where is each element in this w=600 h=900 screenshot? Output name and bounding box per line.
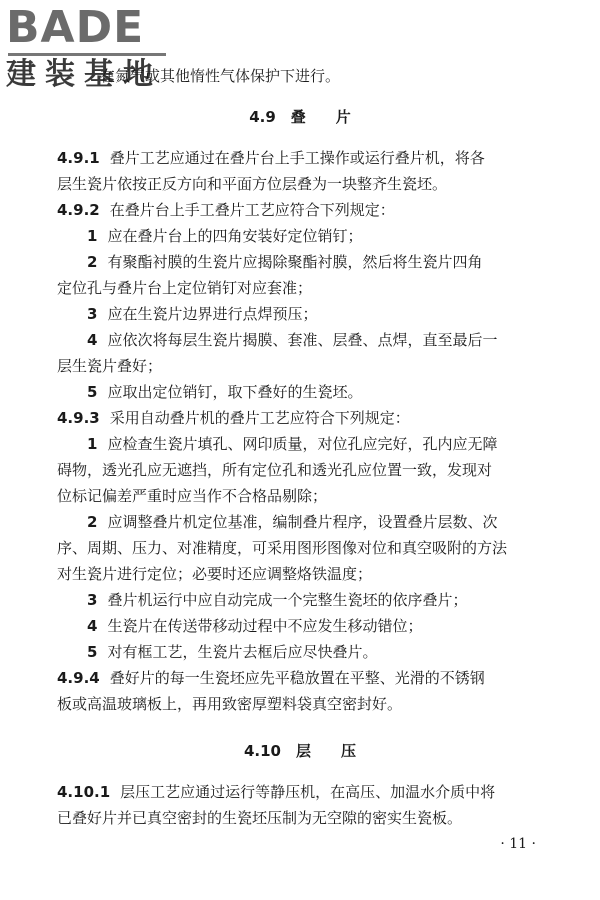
- list-item: [87, 330, 497, 350]
- clause-number: 4.9.1: [57, 149, 100, 167]
- clause-text: 叠好片的每一生瓷坯应先平稳放置在平整、光滑的不锈钢: [109, 669, 485, 687]
- text-line: 对生瓷片进行定位；必要时还应调整烙铁温度；: [57, 565, 373, 583]
- clause-text: 层压工艺应通过运行等静压机，在高压、加温水介质中将: [120, 783, 496, 801]
- item-text: 应调整叠片机定位基准，编制叠片程序，设置叠片层数、次: [107, 513, 498, 531]
- list-item: [87, 304, 317, 324]
- text-line: 板或高温玻璃板上，再用致密厚塑料袋真空密封好。: [57, 695, 403, 713]
- list-item: [87, 616, 422, 636]
- item-text: 有聚酯衬膜的生瓷片应揭除聚酯衬膜，然后将生瓷片四角: [107, 253, 483, 271]
- item-text: 叠片机运行中应自动完成一个完整生瓷坯的依序叠片；: [107, 591, 468, 609]
- clause-4-10-1: [57, 782, 495, 802]
- clause-4-9-1: [57, 148, 485, 168]
- text-line: 已叠好片并已真空密封的生瓷坯压制为无空隙的密实生瓷板。: [57, 809, 463, 827]
- item-number: 5: [87, 643, 98, 661]
- list-item: [87, 382, 362, 402]
- page-number: · 11 ·: [500, 836, 536, 852]
- clause-4-9-3: [57, 408, 410, 428]
- text-line: 定位孔与叠片台上定位销钉对应套准；: [57, 279, 313, 297]
- item-text: 应取出定位销钉，取下叠好的生瓷坯。: [107, 383, 363, 401]
- text-line: 在氮气或其他惰性气体保护下进行。: [100, 67, 341, 85]
- text-line: 层生瓷片叠好；: [57, 357, 163, 375]
- item-text: 应在叠片台上的四角安装好定位销钉；: [107, 227, 363, 245]
- logo-underline: [8, 53, 166, 56]
- item-number: 4: [87, 617, 98, 635]
- list-item: [87, 590, 467, 610]
- section-heading-4-9: 4.9 叠 片: [249, 108, 351, 126]
- item-number: 5: [87, 383, 98, 401]
- text-line: 序、周期、压力、对准精度，可采用图形图像对位和真空吸附的方法: [57, 539, 508, 557]
- clause-number: 4.9.4: [57, 669, 100, 687]
- item-text: 对有框工艺，生瓷片去框后应尽快叠片。: [107, 643, 378, 661]
- text-line: 碍物，透光孔应无遮挡，所有定位孔和透光孔应位置一致，发现对: [57, 461, 493, 479]
- item-number: 1: [87, 227, 98, 245]
- clause-number: 4.9.2: [57, 201, 100, 219]
- section-heading-4-10: 4.10 层 压: [243, 742, 356, 760]
- clause-number: 4.10.1: [57, 783, 111, 801]
- item-text: 应在生瓷片边界进行点焊预压；: [107, 305, 318, 323]
- text-line: 层生瓷片依按正反方向和平面方位层叠为一块整齐生瓷坯。: [57, 175, 448, 193]
- list-item: [87, 642, 377, 662]
- text-line: 位标记偏差严重时应当作不合格品剔除；: [57, 487, 328, 505]
- item-text: 生瓷片在传送带移动过程中不应发生移动错位；: [107, 617, 423, 635]
- list-item: [87, 252, 482, 272]
- item-number: 1: [87, 435, 98, 453]
- clause-number: 4.9.3: [57, 409, 100, 427]
- clause-text: 在叠片台上手工叠片工艺应符合下列规定：: [109, 201, 395, 219]
- item-number: 3: [87, 591, 98, 609]
- item-number: 4: [87, 331, 98, 349]
- clause-text: 采用自动叠片机的叠片工艺应符合下列规定：: [109, 409, 410, 427]
- clause-text: 叠片工艺应通过在叠片台上手工操作或运行叠片机，将各: [109, 149, 485, 167]
- item-number: 2: [87, 513, 98, 531]
- clause-4-9-4: [57, 668, 485, 688]
- list-item: [87, 434, 497, 454]
- list-item: [87, 226, 362, 246]
- item-number: 3: [87, 305, 98, 323]
- item-text: 应检查生瓷片填孔、网印质量，对位孔应完好，孔内应无障: [107, 435, 498, 453]
- list-item: [87, 512, 497, 532]
- logo-text: BADE: [6, 2, 145, 53]
- clause-4-9-2: [57, 200, 395, 220]
- item-text: 应依次将每层生瓷片揭膜、套准、层叠、点焊，直至最后一: [107, 331, 498, 349]
- item-number: 2: [87, 253, 98, 271]
- logo-chinese: 建装基地: [6, 57, 162, 92]
